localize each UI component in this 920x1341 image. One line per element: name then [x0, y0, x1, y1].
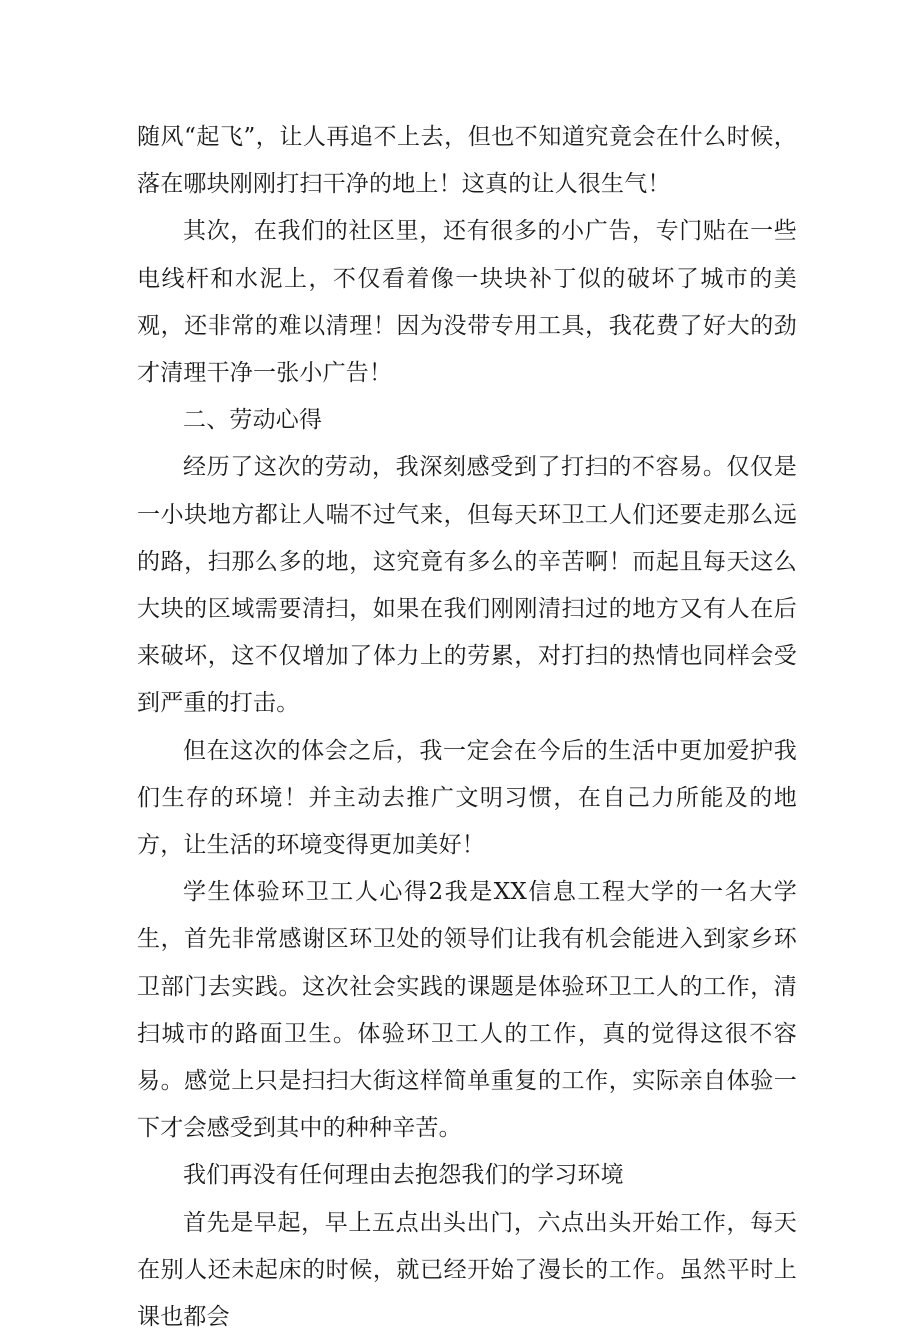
paragraph-study-environment: 我们再没有任何理由去抱怨我们的学习环境	[183, 1162, 624, 1189]
paragraph-reflection-2: 学生体验环卫工人心得2我是XX信息工程大学的一名大学生，首先非常感谢区环卫处的领导们让我有机会能进入到家乡环卫部门去实践。这次社会实践的课题是体验环卫工人的工作，清扫城市的路面卫生。体验环卫工人的工作，真的觉得这很不容易。感觉上只是扫扫大街这样简单重复的工作，实际亲自体验一下才会感受到其中的种种辛苦。	[137, 879, 797, 1142]
paragraph-resolution: 但在这次的体会之后，我一定会在今后的生活中更加爱护我们生存的环境！并主动去推广文明习惯，在自己力所能及的地方，让生活的环境变得更加美好！	[137, 737, 797, 859]
paragraph-continuation: 随风“起飞”，让人再追不上去，但也不知道究竟会在什么时候，落在哪块刚刚打扫干净的地上！这真的让人很生气！	[137, 124, 797, 198]
paragraph-community-ads: 其次，在我们的社区里，还有很多的小广告，专门贴在一些电线杆和水泥上，不仅看着像一块块补丁似的破坏了城市的美观，还非常的难以清理！因为没带专用工具，我花费了好大的劲才清理干净一张小广告！	[137, 218, 797, 387]
paragraph-early-rising: 首先是早起，早上五点出头出门，六点出头开始工作，每天在别人还未起床的时候，就已经开始了漫长的工作。虽然平时上课也都会	[137, 1209, 797, 1331]
paragraph-labor-experience: 经历了这次的劳动，我深刻感受到了打扫的不容易。仅仅是一小块地方都让人喘不过气来，但每天环卫工人们还要走那么远的路，扫那么多的地，这究竟有多么的辛苦啊！而起且每天这么大块的区域需要清扫，如果在我们刚刚清扫过的地方又有人在后来破坏，这不仅增加了体力上的劳累，对打扫的热情也同样会受到严重的打击。	[137, 454, 797, 717]
document-body	[137, 114, 797, 1341]
section-heading-labor-reflection: 二、劳动心得	[183, 407, 323, 434]
